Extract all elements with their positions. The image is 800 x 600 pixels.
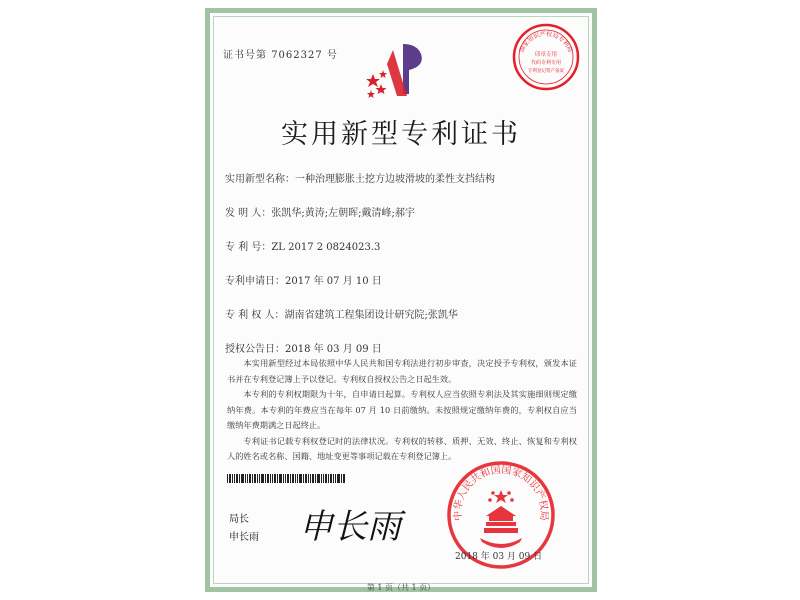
inventor-label: 发 明 人： xyxy=(225,208,272,219)
filing-date-label: 专利申请日： xyxy=(225,276,285,287)
grant-date-row xyxy=(225,340,382,355)
patent-number-label: 专 利 号： xyxy=(225,242,272,253)
inventor-row xyxy=(225,204,415,219)
director-name: 申长雨 xyxy=(229,532,259,543)
certificate-title: 实用新型专利证书 xyxy=(281,119,521,150)
registration-seal-icon xyxy=(511,22,581,92)
patent-number-value: ZL 2017 2 0824023.3 xyxy=(271,242,381,253)
cnipa-logo-icon xyxy=(363,40,433,100)
grant-date-value: 2018 年 03 月 09 日 xyxy=(285,344,382,355)
utility-model-name-value: 一种治理膨胀土挖方边坡滑坡的柔性支挡结构 xyxy=(295,174,495,185)
director-title: 局长 xyxy=(229,514,249,525)
seal-top-center-text: 印章专用 xyxy=(534,52,558,58)
seal-top-line2-text: 代码专利专用 xyxy=(530,60,562,66)
signature-text: 申长雨 xyxy=(299,507,401,546)
body-paragraph-2: 本专利的专利权期限为十年，自申请日起算。专利权人应当依照专利法及其实施细则规定缴纳年费。本专利的年费应当在每年 07 月 10 日前缴纳。未按照规定缴纳年费的，专利权自应当缴纳年费期满之日起终止。 xyxy=(227,389,577,430)
utility-model-name-label: 实用新型名称： xyxy=(225,174,295,185)
patentee-label: 专 利 权 人： xyxy=(225,310,285,321)
certificate-number-suffix: 号 xyxy=(326,50,338,61)
body-paragraph-1: 本实用新型经过本局依照中华人民共和国专利法进行初步审查，决定授予专利权，颁发本证书并在专利登记簿上予以登记。专利权自授权公告之日起生效。 xyxy=(227,358,577,384)
certificate-number xyxy=(223,46,338,61)
certificate-number-value: 7062327 xyxy=(271,50,323,61)
certificate-number-label: 证书号第 xyxy=(223,50,267,61)
filing-date-value: 2017 年 07 月 10 日 xyxy=(285,276,382,287)
director-signature-icon xyxy=(295,500,413,546)
seal-date: 2018 年 03 月 09 日 xyxy=(455,552,543,562)
filing-date-row xyxy=(225,272,382,287)
patent-certificate xyxy=(205,8,597,592)
patent-number-row xyxy=(225,238,380,253)
page-number: 第 1 页（共 1 页） xyxy=(366,583,436,592)
seal-main-arc-text: 中华人民共和国国家知识产权局 xyxy=(452,464,550,521)
body-paragraph-3: 专利证书记载专利权登记时的法律状况。专利权的转移、质押、无效、终止、恢复和专利权人的姓名或名称、国籍、地址变更等事项记载在专利登记簿上。 xyxy=(227,435,577,461)
certificate-body xyxy=(227,356,577,465)
patentee-value: 湖南省建筑工程集团设计研究院;张凯华 xyxy=(284,310,458,321)
inventor-value: 张凯华;黄涛;左朝晖;戴清峰;郝宇 xyxy=(271,208,415,219)
grant-date-label: 授权公告日： xyxy=(225,344,285,355)
seal-top-arc-text: 国家知识产权局专利局 xyxy=(518,30,574,54)
barcode-icon xyxy=(227,474,345,483)
patentee-row xyxy=(225,306,458,321)
utility-model-name-row xyxy=(225,170,495,185)
seal-top-line3-text: 专利登记资产备案 xyxy=(528,69,564,74)
